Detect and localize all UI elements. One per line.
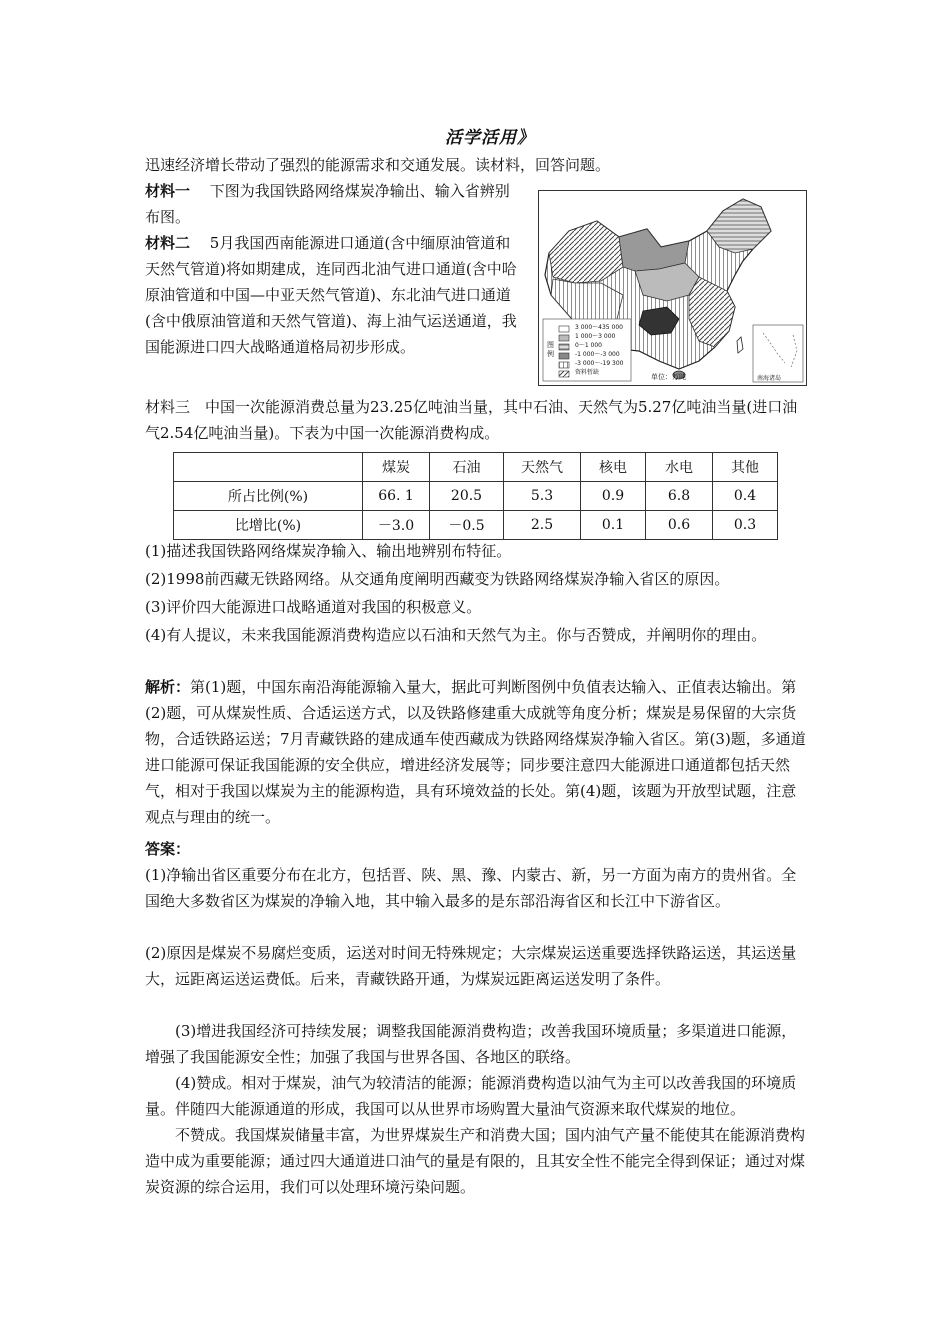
table-header-cell: 石油 (430, 453, 504, 482)
inset-label: 南海诸岛 (757, 375, 782, 382)
map-legend (575, 323, 624, 377)
intro-text: 迅速经济增长带动了强烈的能源需求和交通发展。读材料，回答问题。 (145, 156, 611, 174)
table-row (174, 511, 778, 540)
table-cell: 6.8 (646, 482, 713, 511)
material-1 (145, 178, 521, 230)
analysis-label: 解析： (145, 678, 191, 696)
table-header-row (174, 453, 778, 482)
table-header-cell: 其他 (713, 453, 778, 482)
table-cell: 0.4 (713, 482, 778, 511)
analysis-text: 第(1)题，中国东南沿海能源输入量大，据此可判断图例中负值表达输入、正值表达输出。第(2)题，可从煤炭性质、合适运送方式，以及铁路修建重大成就等角度分析；煤炭是易保留的大宗货物，合适铁路运送；7月青藏铁路的建成通车使西藏成为铁路网络煤炭净输入省区。第(3)题，多通道进口能源可保证我国能源的安全供应，增进经济发展等；同步要注意四大能源进口通道都包括天然气，相对于我国以煤炭为主的能源构造，具有环境效益的长处。第(4)题，该题为开放型试题，注意观点与理由的统一。 (145, 678, 806, 826)
legend-item: -3 000～-19 300 (575, 360, 624, 367)
table-cell: 20.5 (430, 482, 504, 511)
answer-3: (3)增进我国经济可持续发展；调整我国能源消费构造；改善我国环境质量；多渠道进口能源，增强了我国能源安全性；加强了我国与世界各国、各地区的联络。 (145, 1022, 797, 1066)
table-cell: 2.5 (504, 511, 581, 540)
table-header-cell: 天然气 (504, 453, 581, 482)
material-2-text: 5月我国西南能源进口通道(含中缅原油管道和天然气管道)将如期建成，连同西北油气进口通道(含中哈原油管道和中国—中亚天然气管道)、东北油气进口通道(含中俄原油管道和天然气管道)、海上油气运送通道，我国能源进口四大战略通道格局初步形成。 (145, 234, 517, 356)
material-2 (145, 230, 521, 360)
legend-item: 资料暂缺 (575, 369, 600, 376)
table-cell (174, 453, 363, 482)
material-1-text: 下图为我国铁路网络煤炭净输出、输入省辨别布图。 (145, 182, 510, 226)
legend-item: 0～1 000 (575, 342, 602, 349)
table-header-cell: 核电 (581, 453, 646, 482)
answer-2: (2)原因是煤炭不易腐烂变质，运送对时间无特殊规定；大宗煤炭运送重要选择铁路运送，其运送量大，远距离运送运费低。后来，青藏铁路开通，为煤炭远距离运送发明了条件。 (145, 944, 797, 988)
map-legend-title: 图例 (547, 341, 554, 358)
table-cell: 66. 1 (363, 482, 430, 511)
answer-1: (1)净输出省区重要分布在北方，包括晋、陕、黑、豫、内蒙古、新，另一方面为南方的贵州省。全国绝大多数省区为煤炭的净输入地，其中输入最多的是东部沿海省区和长江中下游省区。 (145, 866, 797, 910)
table-cell: 0.3 (713, 511, 778, 540)
table-cell: －3.0 (363, 511, 430, 540)
answer-label: 答案： (145, 840, 191, 858)
question-3: (3)评价四大能源进口战略通道对我国的积极意义。 (145, 598, 482, 616)
table-header-cell: 煤炭 (363, 453, 430, 482)
table-cell: 0.9 (581, 482, 646, 511)
legend-item: 1 000～3 000 (575, 333, 616, 340)
material-3-text: 材料三 中国一次能源消费总量为23.25亿吨油当量，其中石油、天然气为5.27亿吨油当量(进口油气2.54亿吨油当量)。下表为中国一次能源消费构成。 (145, 398, 798, 442)
map-unit: 单位：万吨 (651, 373, 686, 381)
legend-item: -1 000～-3 000 (575, 351, 620, 358)
table-cell: 所占比例(%) (174, 482, 363, 511)
table-header-cell: 水电 (646, 453, 713, 482)
analysis (145, 674, 807, 830)
material-2-label: 材料二 (145, 234, 191, 252)
table-cell: －0.5 (430, 511, 504, 540)
region-northwest (549, 221, 623, 283)
answer-5: 不赞成。我国煤炭储量丰富，为世界煤炭生产和消费大国；国内油气产量不能使其在能源消费构造中成为重要能源；通过四大通道进口油气的量是有限的，且其安全性不能完全得到保证；通过对煤炭资源的综合运用，我们可以处理环境污染问题。 (145, 1126, 806, 1196)
legend-item: 3 000～435 000 (575, 324, 623, 331)
answer-4: (4)赞成。相对于煤炭，油气为较清洁的能源；能源消费构造以油气为主可以改善我国的环境质量。伴随四大能源通道的形成，我国可以从世界市场购置大量油气资源来取代煤炭的地位。 (145, 1074, 797, 1118)
energy-consumption-table (173, 452, 778, 540)
question-4: (4)有人提议，未来我国能源消费构造应以石油和天然气为主。你与否赞成，并阐明你的理由。 (145, 626, 767, 644)
section-heading: 活学活用》 (445, 128, 535, 148)
region-taiwan (737, 337, 743, 353)
question-1: (1)描述我国铁路网络煤炭净输入、输出地辨别布特征。 (145, 542, 512, 560)
question-2: (2)1998前西藏无铁路网络。从交通角度阐明西藏变为铁路网络煤炭净输入省区的原因。 (145, 570, 730, 588)
table-row (174, 482, 778, 511)
table-cell: 0.1 (581, 511, 646, 540)
table-cell: 比增比(%) (174, 511, 363, 540)
coal-distribution-map (538, 190, 807, 386)
material-1-label: 材料一 (145, 182, 191, 200)
table-cell: 5.3 (504, 482, 581, 511)
table-cell: 0.6 (646, 511, 713, 540)
